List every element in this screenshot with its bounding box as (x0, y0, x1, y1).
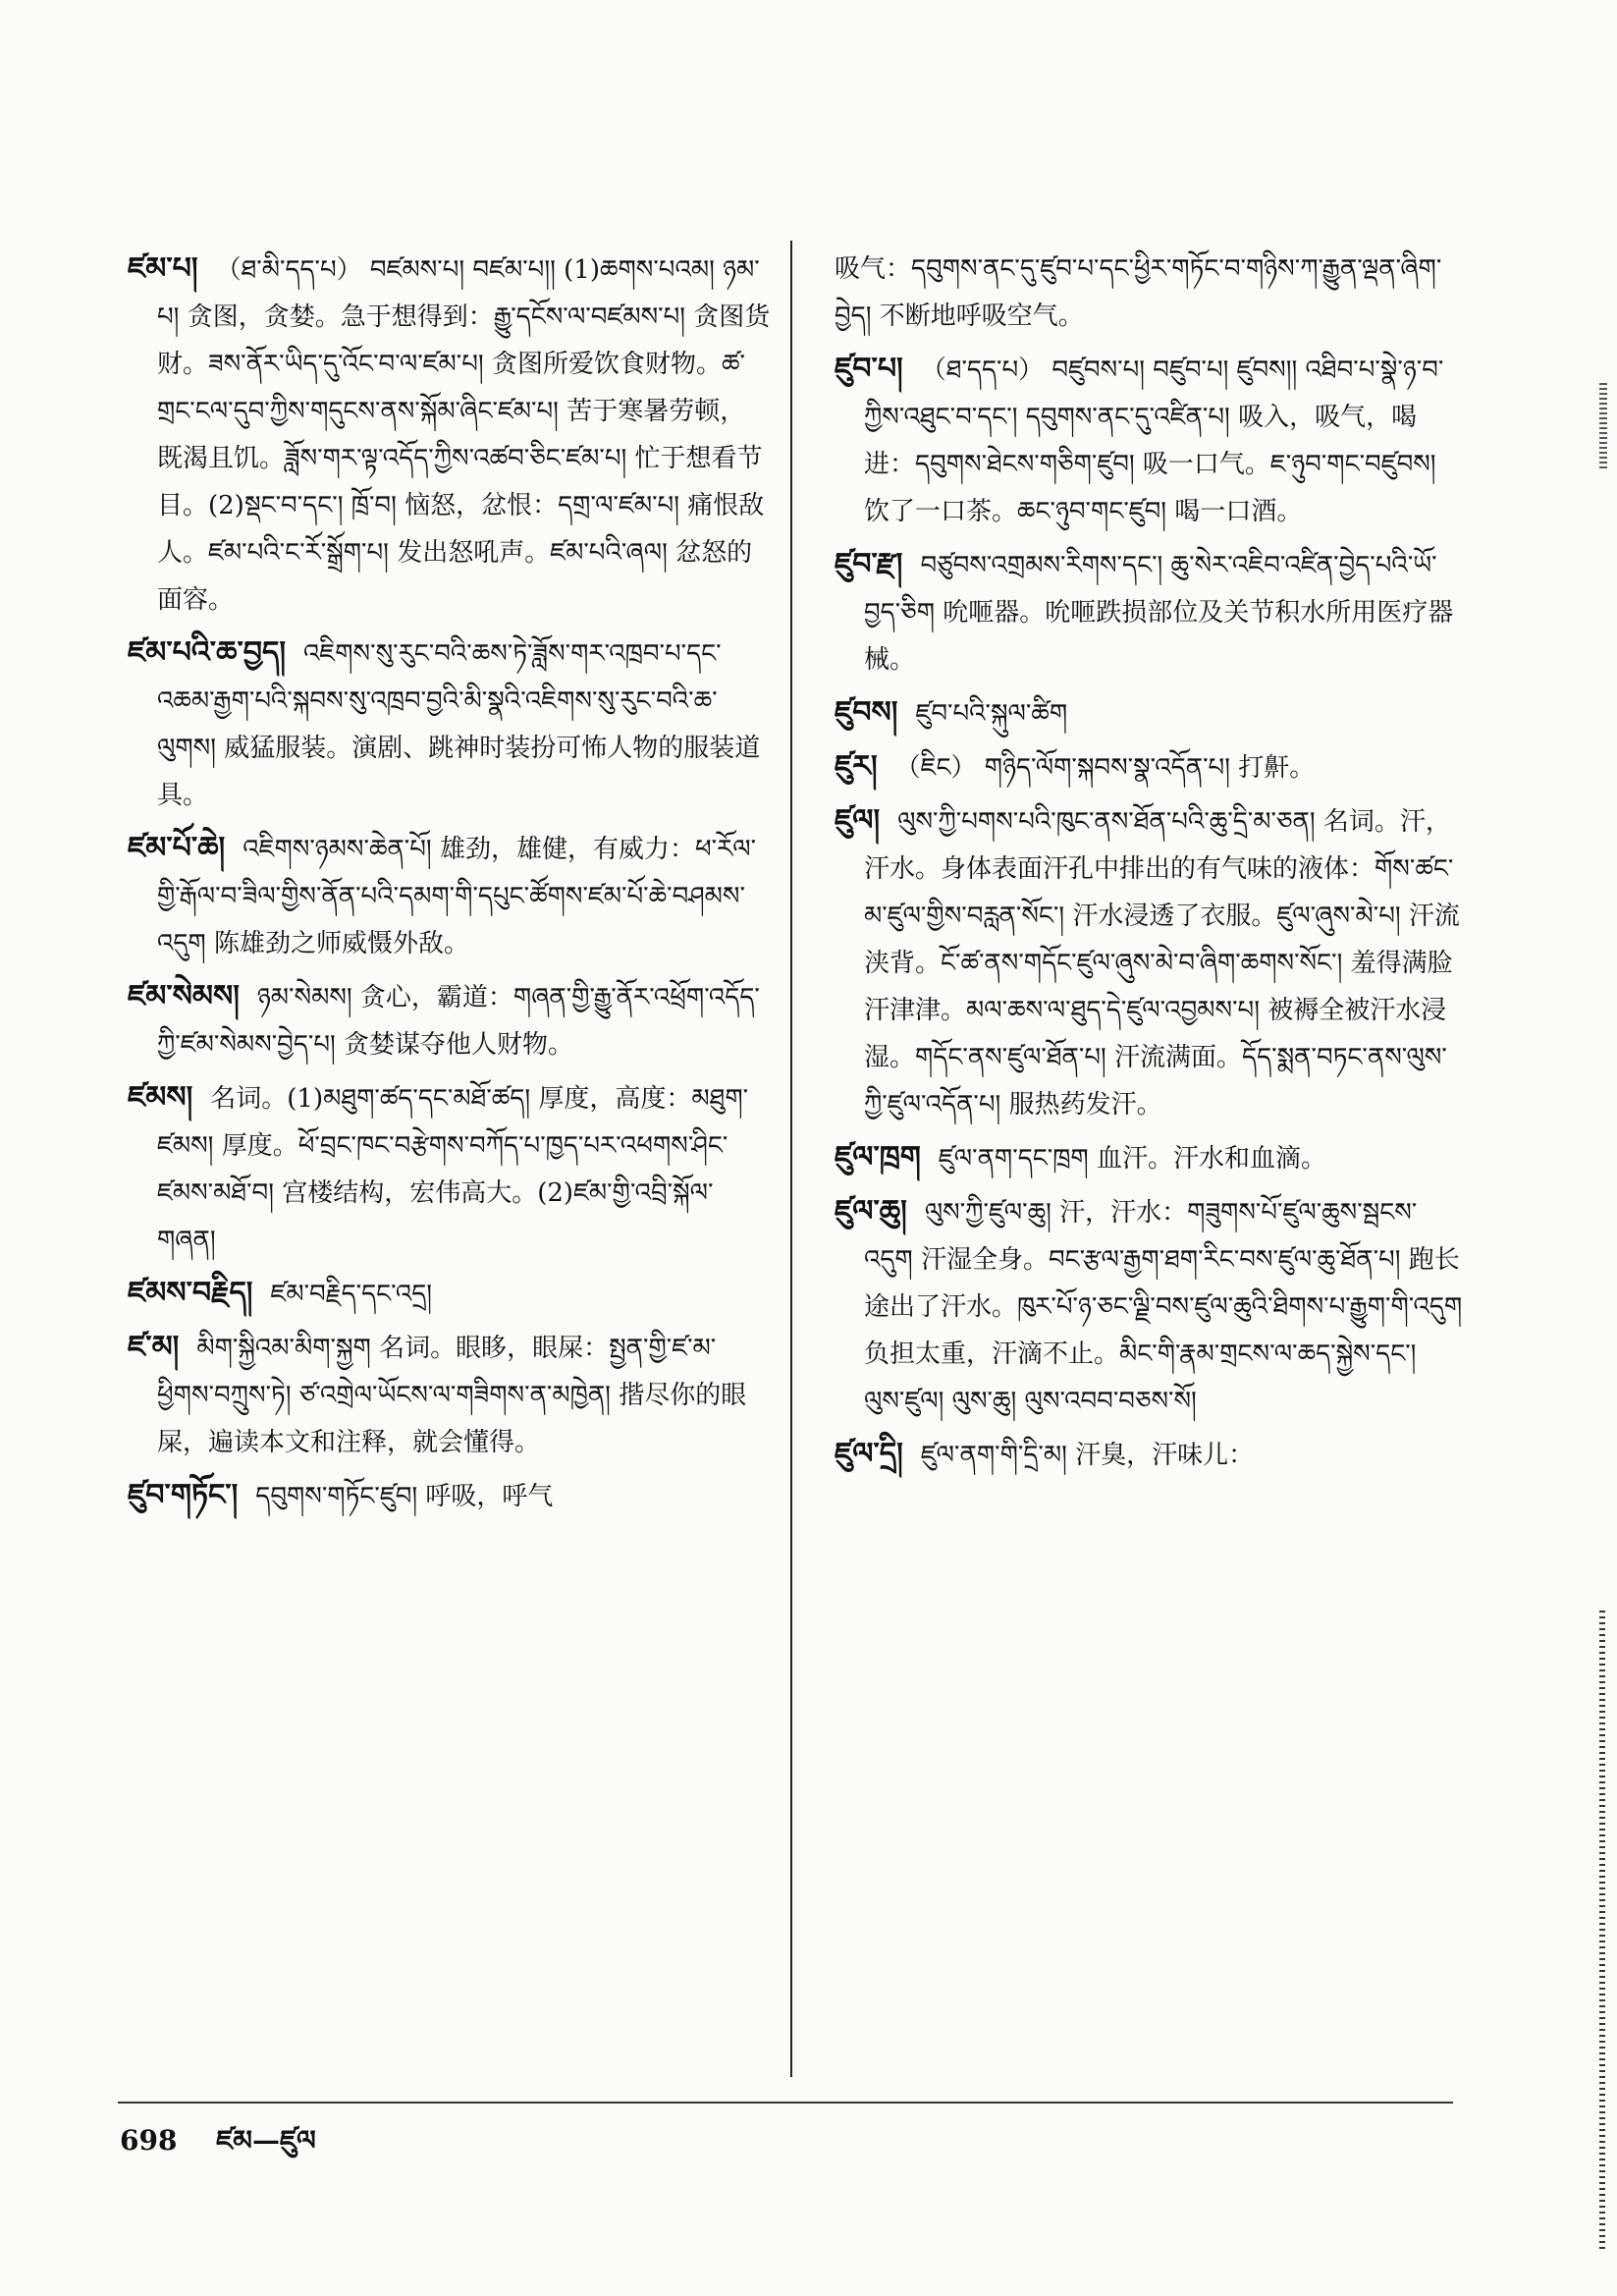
dictionary-entry (128, 246, 771, 624)
column-divider (790, 241, 792, 2077)
left-column (128, 246, 771, 2036)
dictionary-entry (835, 689, 1463, 738)
entry-body: འཇིགས་ཉམས་ཆེན་པོ། 雄劲，雄健，有威力：ཕ་རོལ་གྱི་རྒོལ་བ་ཟིལ་གྱིས་ནོན་པའི་དམག་གི་དཔུང་ཚོགས་ཛམ་པོ་ཆེ་བཤམས་འདུག 陈雄劲之师威慑外敌。 (157, 835, 757, 958)
dictionary-entry (835, 1188, 1463, 1425)
dictionary-entry (835, 797, 1463, 1128)
dictionary-entry (128, 1270, 771, 1318)
entry-body: ཛམ་བརྗིད་དང་འདྲ། (270, 1280, 433, 1309)
dictionary-entry (128, 825, 771, 967)
entry-body: （ཐ་མི་དད་པ） བཛམས་པ། བཛམ་པ།། (1)ཆགས་པའམ། ཉམ་པ། 贪图，贪婪。急于想得到：རྒྱུ་དངོས་ལ་བཛམས་པ། 贪图货财。ཟས་ནོར་ཡིད་དུ་འོང་བ་ལ་ཛམ་པ། 贪图所爱饮食财物。ཚ་གྲང་ངལ་དུབ་ཀྱིས་གདུངས་ནས་སྐོམ་ཞིང་ཛམ་པ། 苦于寒暑劳顿，既渴且饥。ཟློས་གར་ལྟ་འདོད་ཀྱིས་འཚབ་ཅིང་ཛམ་པ། 忙于想看节目。(2)སྡང་བ་དང་། ཁྲོ་བ། 恼怒，忿恨：དགྲ་ལ་ཛམ་པ། 痛恨敌人。ཛམ་པའི་ང་རོ་སྒྲོག་པ། 发出怒吼声。ཛམ་པའི་ཞལ། 忿怒的面容。 (157, 255, 771, 615)
dictionary-entry (835, 743, 1463, 792)
entry-body: 吸气：དབུགས་ནང་དུ་ཛུབ་པ་དང་ཕྱིར་གཏོང་བ་གཉིས་ཀ་རྒྱུན་ལྡན་ཞིག་བྱེད། 不断地呼吸空气。 (835, 254, 1442, 331)
entry-body: ལུས་ཀྱི་པགས་པའི་ཁུང་ནས་ཐོན་པའི་ཆུ་དྲི་མ་ཅན། 名词。汗，汗水。身体表面汗孔中排出的有气味的液体：གོས་ཚང་མ་ཛུལ་གྱིས་བརླན་སོང་། 汗水浸透了衣服。ཛུལ་ཞུས་མེ་པ། 汗流浃背。ངོ་ཚ་ནས་གདོང་ཛུལ་ཞུས་མེ་བ་ཞིག་ཆགས་སོང་། 羞得满脸汗津津。མལ་ཆས་ལ་ཐུད་དེ་ཛུལ་འབྱམས་པ། 被褥全被汗水浸湿。གདོང་ནས་ཛུལ་ཐོན་པ། 汗流满面。དོད་སྨན་བཏང་ནས་ལུས་ཀྱི་ཛུལ་འདོན་པ། 服热药发汗。 (864, 807, 1460, 1120)
page-footer (120, 2109, 316, 2187)
footer-rule (118, 2102, 1453, 2104)
edge-scan-marks (1599, 1611, 1605, 2249)
headword: ཛུལ་ཆུ། (835, 1194, 907, 1229)
dictionary-entry (835, 1134, 1463, 1182)
headword: ཛ་མ། (128, 1330, 180, 1364)
dictionary-entry (128, 629, 771, 819)
dictionary-entry-continuation (835, 246, 1463, 340)
edge-scan-marks-top (1599, 383, 1607, 471)
right-column (835, 246, 1463, 2036)
headword: ཛམ་པའི་ཆ་བྱད། (128, 635, 287, 670)
headword: ཛམ་པོ་ཆེ། (128, 831, 226, 865)
headword: ཛམས་བརྗིད། (128, 1276, 253, 1310)
dictionary-entry (835, 1431, 1463, 1479)
entry-body: ཛུལ་ནག་དང་ཁྲག 血汗。汗水和血滴。 (938, 1144, 1326, 1174)
dictionary-entry (128, 1472, 771, 1520)
entry-body: དབུགས་གཏོང་ཛུབ། 呼吸，呼气 (255, 1482, 554, 1511)
dictionary-entry (835, 346, 1463, 535)
headword: ཛམས། (128, 1080, 193, 1115)
dictionary-entry (128, 1324, 771, 1466)
entry-body: （ཇིང） གཉིད་ལོག་སྐབས་སྣ་འདོན་པ། 打鼾。 (894, 753, 1316, 783)
guide-word-range: ཛམ—ཛུལ (216, 2124, 316, 2157)
entry-body: ལུས་ཀྱི་ཛུལ་ཆུ། 汗，汗水：གཟུགས་པོ་ཛུལ་ཆུས་སྦངས་འདུག 汗湿全身。བང་རྩལ་རྒྱག་ཐག་རིང་བས་ཛུལ་ཆུ་ཐོན་པ། 跑长途出了汗水。ཁུར་པོ་ཉ་ཅང་ལྗི་བས་ཛུལ་ཆུའི་ཐིགས་པ་རྒྱུག་གི་འདུག 负担太重，汗滴不止。མིང་གི་རྣམ་གྲངས་ལ་ཆད་སྐྱེས་དང་། ལུས་ཛུལ། ལུས་ཆུ། ལུས་འབབ་བཅས་སོ། (864, 1198, 1463, 1416)
headword: ཛུབ་གཏོང་། (128, 1478, 239, 1512)
headword: ཛུབ་པ། (835, 352, 903, 386)
entry-body: ཉམ་སེམས། 贪心，霸道：གཞན་གྱི་རྒྱུ་ནོར་འཕྲོག་འདོད་ཀྱི་ཛམ་སེམས་བྱེད་པ། 贪婪谋夺他人财物。 (157, 983, 760, 1060)
headword: ཛུལ། (835, 803, 881, 838)
entry-body: 名词。(1)མཐུག་ཚད་དང་མཐོ་ཚད། 厚度，高度：མཐུག་ཛམས། 厚度。ཕོ་བྲང་ཁང་བརྩེགས་བཀོད་པ་ཁྱད་པར་འཕགས་ཤིང་ཛམས་མཐོ་བ། 宫楼结构，宏伟高大。(2)ཛམ་གྱི་འབྲི་སྐོལ་གཞན། (157, 1084, 749, 1255)
headword: ཛམ་པ། (128, 251, 198, 286)
entry-body: ཛུབ་པའི་སྐུལ་ཚིག (915, 699, 1068, 729)
headword: ཛུར། (835, 749, 878, 784)
entry-body: འཇིགས་སུ་རུང་བའི་ཆས་ཏེ་ཟློས་གར་འཁྲབ་པ་དང་འཆམ་རྒྱག་པའི་སྐབས་སུ་འཁྲབ་བྱའི་མི་སྣའི་འཇིགས་སུ་རུང་བའི་ཆ་ལུགས། 威猛服装。演剧、跳神时装扮可怖人物的服装道具。 (157, 639, 761, 810)
headword: ཛམ་སེམས། (128, 979, 240, 1013)
dictionary-entry (128, 1074, 771, 1264)
headword: ཛུབ་རྫ། (835, 547, 903, 581)
entry-body: （ཐ་དད་པ） བཛུབས་པ། བཛུབ་པ། ཛུབས།། འཐིབ་པ་སྣེ་ཉ་བ་ཀྱིས་འཐུང་བ་དང་། དབུགས་ནང་དུ་འཛིན་པ། 吸入，吸气，喝进：དབུགས་ཐེངས་གཅིག་ཛུབ། 吸一口气。ཇ་ཉུབ་གང་བཛུབས། 饮了一口茶。ཆང་ཉུབ་གང་ཛུབ། 喝一口酒。 (864, 355, 1444, 526)
dictionary-entry (128, 973, 771, 1068)
headword: ཛུལ་ཁྲག (835, 1140, 921, 1175)
headword: ཛུལ་དྲི། (835, 1437, 903, 1471)
entry-body: བཙུབས་འགྲམས་རིགས་དང་། ཆུ་སེར་འཇིབ་འཛིན་བྱེད་པའི་ཡོ་བྱད་ཅིག 吮咂器。吮咂跌损部位及关节积水所用医疗器械。 (864, 551, 1454, 675)
entry-body: ཛུལ་ནག་གི་དྲི་མ། 汗臭，汗味儿： (920, 1441, 1255, 1470)
dictionary-entry (835, 541, 1463, 683)
headword: ཛུབས། (835, 695, 898, 730)
entry-body: མིག་སྐྱིའམ་མིག་སྐྱག 名词。眼眵，眼屎：སྤྱན་གྱི་ཛ་མ་ཕྱིགས་བཀྲུས་ཏེ། ཙ་འགྲེལ་ཡོངས་ལ་གཟིགས་ན་མཁྱེན། 揩尽你的眼屎，遍读本文和注释，就会懂得。 (157, 1334, 747, 1457)
page-number: 698 (120, 2124, 178, 2157)
